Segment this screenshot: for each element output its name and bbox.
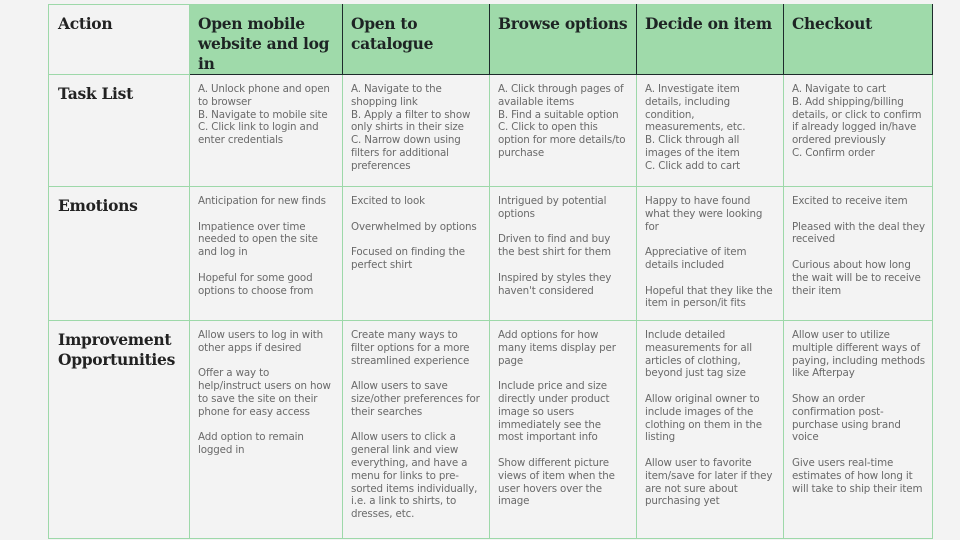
- improvement-cell-decide: [637, 321, 784, 539]
- stage-browse-options: Browse options: [490, 5, 637, 75]
- task-item: C. Narrow down using filters for additional preferences: [351, 134, 461, 172]
- improvement-item: Allow users to log in with other apps if desired: [198, 329, 324, 354]
- emotion-cell-decide: [637, 187, 784, 321]
- task-list-label: Task List: [49, 75, 190, 187]
- improvement-cell-browse: [490, 321, 637, 539]
- improvement-opportunities-label: Improvement Opportunities: [49, 321, 190, 539]
- emotions-label: Emotions: [49, 187, 190, 321]
- action-header: Action: [49, 5, 190, 75]
- task-item: C. Confirm order: [792, 146, 875, 159]
- task-cell-decide: [637, 75, 784, 187]
- stage-header-row: [49, 5, 933, 75]
- task-item: C. Click link to login and enter credentials: [198, 121, 319, 147]
- task-item: C. Click add to cart: [645, 159, 741, 172]
- improvement-cell-open-mobile: [190, 321, 343, 539]
- emotion-item: Hopeful that they like the item in person/it fits: [645, 284, 773, 310]
- improvement-item: Add option to remain logged in: [198, 431, 304, 457]
- improvement-item: Include detailed measurements for all articles of clothing, beyond just tag size: [645, 329, 752, 380]
- task-item: B. Apply a filter to show only shirts in their size: [351, 108, 471, 134]
- improvement-item: Show an order confirmation post-purchase using brand voice: [792, 392, 901, 444]
- task-list-row: [49, 75, 933, 187]
- task-item: B. Navigate to mobile site: [198, 108, 328, 121]
- task-cell-browse: [490, 75, 637, 187]
- task-item: B. Click through all images of the item: [645, 134, 740, 159]
- task-item: A. Investigate item details, including condition, measurements, etc.: [645, 83, 746, 134]
- emotion-item: Overwhelmed by options: [351, 220, 477, 233]
- improvement-item: Allow users to save size/other preferences for their searches: [351, 380, 480, 418]
- stage-open-to-catalogue: Open to catalogue: [343, 5, 490, 75]
- task-item: A. Click through pages of available items: [498, 83, 624, 108]
- task-item: A. Navigate to the shopping link: [351, 83, 442, 108]
- task-item: B. Add shipping/billing details, or click to confirm if already logged in/have ordered previously: [792, 95, 922, 147]
- user-journey-map: [48, 4, 933, 539]
- emotion-item: Appreciative of item details included: [645, 246, 747, 271]
- emotion-item: Hopeful for some good options to choose from: [198, 271, 314, 297]
- task-item: C. Click to open this option for more details/to purchase: [498, 121, 626, 159]
- improvement-cell-catalogue: [343, 321, 490, 539]
- emotion-item: Excited to receive item: [792, 195, 908, 207]
- improvement-item: Allow users to click a general link and view everything, and have a menu for links to pre-sorted items individually, i.e. a link to shirts, to dresses, etc.: [351, 431, 478, 521]
- emotion-item: Happy to have found what they were looking for: [645, 195, 763, 233]
- emotion-item: Anticipation for new finds: [198, 195, 326, 207]
- improvement-item: Add options for how many items display per page: [498, 329, 616, 367]
- stage-decide-on-item: Decide on item: [637, 5, 784, 75]
- emotion-item: Driven to find and buy the best shirt for them: [498, 233, 611, 259]
- emotion-cell-browse: [490, 187, 637, 321]
- emotion-item: Curious about how long the wait will be to receive their item: [792, 258, 921, 297]
- task-item: A. Unlock phone and open to browser: [198, 83, 330, 108]
- emotion-item: Pleased with the deal they received: [792, 220, 925, 246]
- improvement-item: Create many ways to filter options for a more streamlined experience: [351, 329, 470, 367]
- improvement-item: Allow user to favorite item/save for later if they are not sure about purchasing yet: [645, 456, 773, 508]
- emotion-cell-catalogue: [343, 187, 490, 321]
- stage-checkout: Checkout: [784, 5, 933, 75]
- improvement-item: Allow original owner to include images of the clothing on them in the listing: [645, 392, 762, 444]
- improvement-item: Include price and size directly under product image so users immediately see the most important info: [498, 380, 610, 444]
- improvement-item: Show different picture views of item when the user hovers over the image: [498, 456, 615, 508]
- emotion-cell-checkout: [784, 187, 933, 321]
- improvement-opportunities-row: [49, 321, 933, 539]
- task-cell-checkout: [784, 75, 933, 187]
- emotion-item: Focused on finding the perfect shirt: [351, 246, 465, 271]
- improvement-cell-checkout: [784, 321, 933, 539]
- task-item: B. Find a suitable option: [498, 108, 619, 121]
- emotion-item: Impatience over time needed to open the site and log in: [198, 220, 318, 259]
- emotion-cell-open-mobile: [190, 187, 343, 321]
- stage-open-mobile-website: Open mobile website and log in: [190, 5, 343, 75]
- improvement-item: Give users real-time estimates of how long it will take to ship their item: [792, 456, 923, 495]
- emotion-item: Excited to look: [351, 195, 425, 207]
- emotion-item: Intrigued by potential options: [498, 195, 607, 220]
- task-cell-catalogue: [343, 75, 490, 187]
- improvement-item: Offer a way to help/instruct users on how to save the site on their phone for easy access: [198, 367, 331, 418]
- emotion-item: Inspired by styles they haven't considered: [498, 271, 612, 297]
- improvement-item: Allow user to utilize multiple different ways of paying, including methods like Afterpay: [792, 329, 925, 380]
- emotions-row: [49, 187, 933, 321]
- task-item: A. Navigate to cart: [792, 83, 886, 95]
- task-cell-open-mobile: [190, 75, 343, 187]
